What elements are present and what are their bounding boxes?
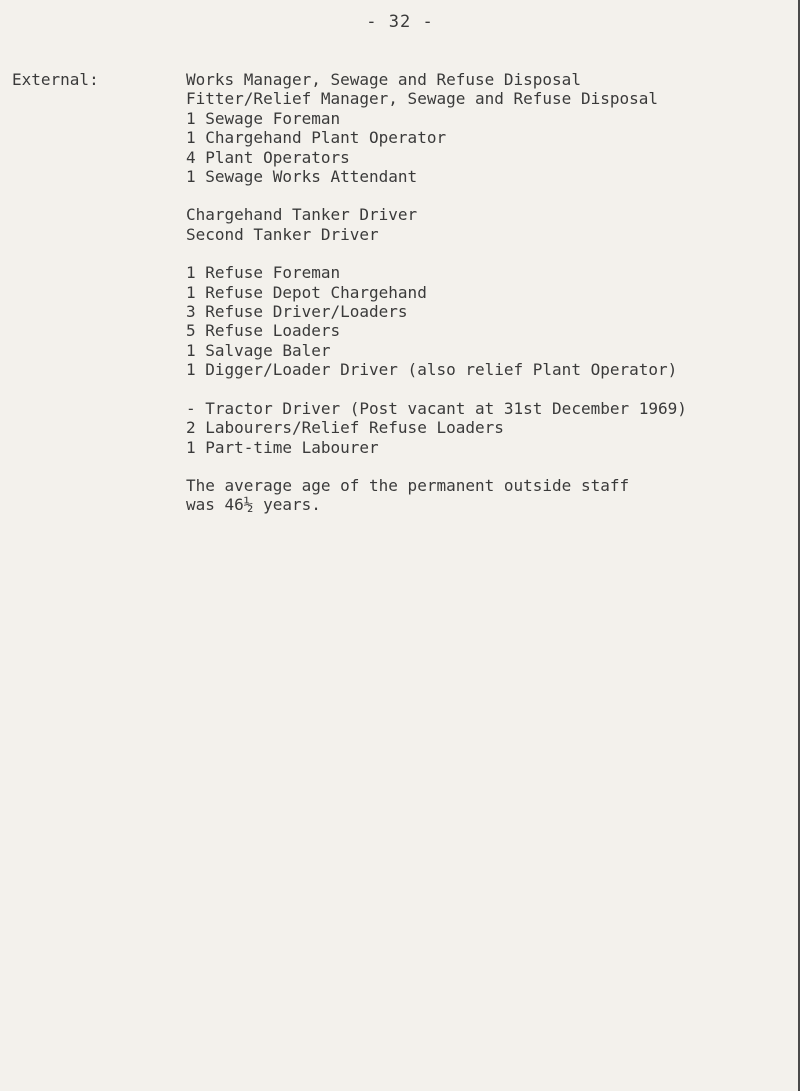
refuse-staff-group (186, 263, 786, 379)
sewage-staff-group (186, 70, 786, 186)
list-item: 4 Plant Operators (186, 147, 350, 167)
list-item: 1 Refuse Foreman (186, 263, 341, 283)
section-label: External: (12, 70, 99, 89)
list-item: 1 Sewage Foreman (186, 108, 341, 128)
list-item: - Tractor Driver (Post vacant at 31st December 1969) (186, 398, 687, 418)
list-item: 1 Salvage Baler (186, 340, 331, 360)
tanker-staff-group (186, 205, 786, 244)
list-item: Fitter/Relief Manager, Sewage and Refuse Disposal (186, 89, 659, 109)
list-item: 5 Refuse Loaders (186, 321, 341, 341)
list-item: Chargehand Tanker Driver (186, 205, 418, 225)
page-number: - 32 - (366, 12, 434, 32)
list-item: 1 Part-time Labourer (186, 437, 379, 457)
list-item: 1 Refuse Depot Chargehand (186, 282, 427, 302)
list-item: 3 Refuse Driver/Loaders (186, 302, 408, 322)
list-item: 2 Labourers/Relief Refuse Loaders (186, 418, 504, 438)
list-item: 1 Digger/Loader Driver (also relief Plant Operator) (186, 360, 678, 380)
list-item: Works Manager, Sewage and Refuse Disposal (186, 70, 581, 89)
average-age-note: The average age of the permanent outside staff was 46½ years. (186, 475, 630, 515)
list-item: 1 Chargehand Plant Operator (186, 128, 447, 148)
staff-list (186, 70, 786, 515)
list-item: 1 Sewage Works Attendant (186, 167, 418, 187)
list-item: Second Tanker Driver (186, 224, 379, 244)
labour-staff-group (186, 399, 786, 457)
